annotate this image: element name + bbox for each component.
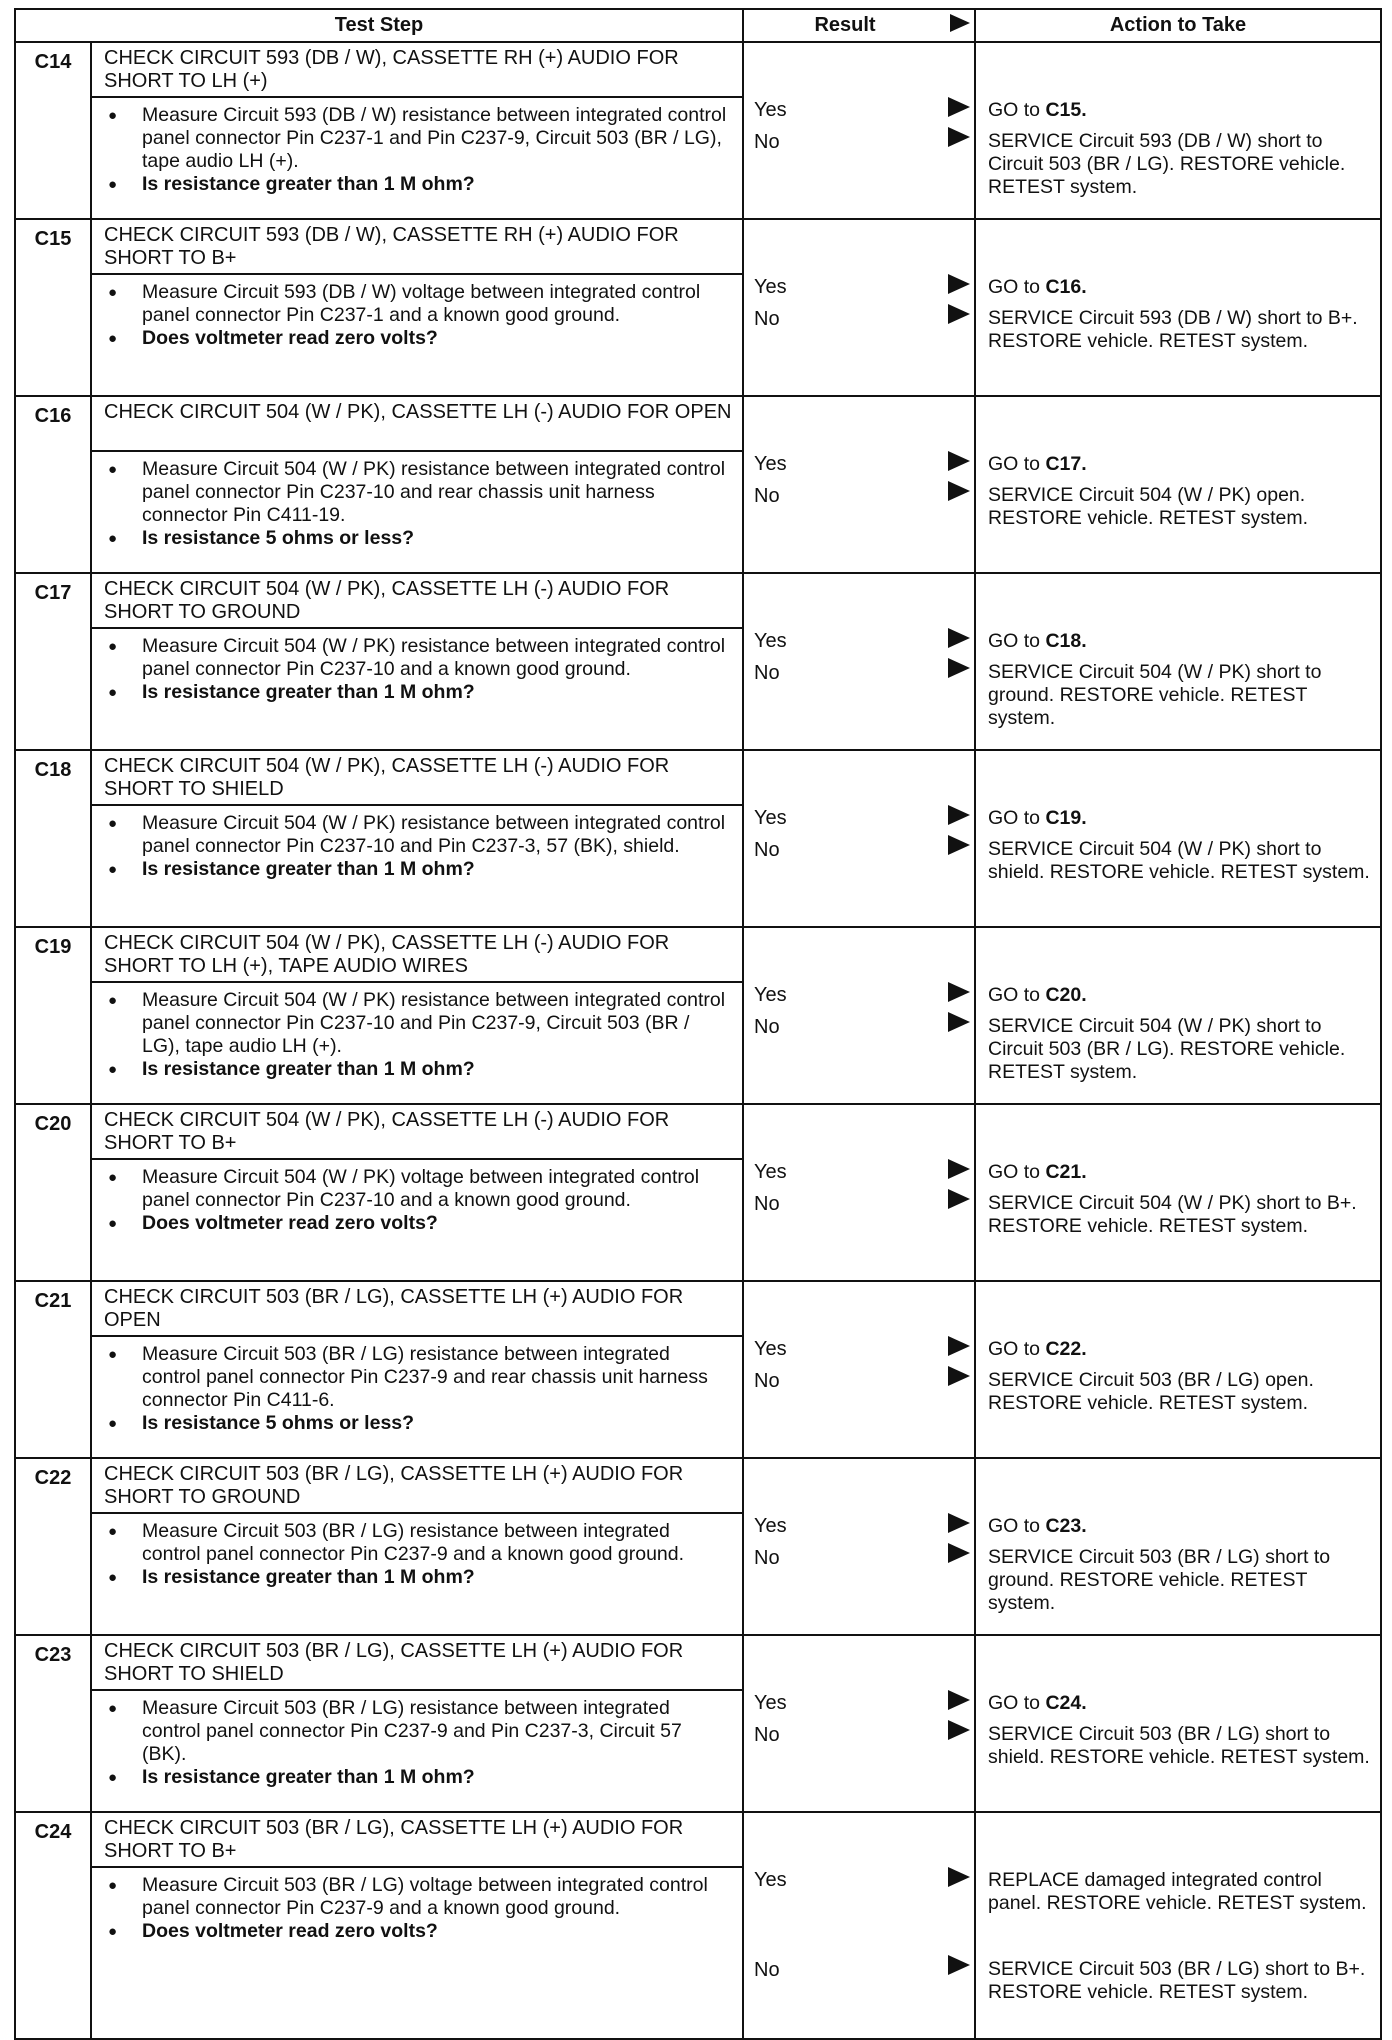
header-arrow-icon <box>946 9 975 42</box>
no-arrow-icon <box>948 1012 970 1032</box>
instruction-list <box>92 629 742 710</box>
step-title-cell <box>91 573 743 628</box>
test-steps-body <box>15 42 1381 2039</box>
step-id <box>15 219 91 274</box>
yes-arrow-icon <box>948 274 970 294</box>
arrow-cell <box>946 1635 975 1812</box>
result-cell <box>743 42 946 219</box>
test-step-row <box>15 750 1381 805</box>
test-step-row <box>15 1281 1381 1336</box>
result-cell <box>743 573 946 750</box>
step-id-label: C19 <box>34 936 72 958</box>
no-arrow-icon <box>948 1366 970 1386</box>
diagnostic-table-sheet <box>14 8 1380 2040</box>
instruction-item: ● Measure Circuit 504 (W / PK) resistance between integrated control panel connector Pin C237-10 and Pin C237-3, 57 (BK), shield. <box>104 812 728 858</box>
arrow-cell <box>946 219 975 396</box>
result-no: No <box>754 131 780 153</box>
instruction-item: ● Measure Circuit 503 (BR / LG) resistance between integrated control panel connector Pin C237-9 and a known good ground. <box>104 1520 728 1566</box>
result-yes: Yes <box>754 1515 787 1537</box>
yes-action: GO to C16. <box>988 276 1087 298</box>
action-cell <box>975 1104 1381 1281</box>
yes-arrow-icon <box>948 628 970 648</box>
yes-arrow-icon <box>948 1336 970 1356</box>
result-header: Result <box>743 9 946 42</box>
no-action: SERVICE Circuit 504 (W / PK) short to ground. RESTORE vehicle. RETEST system. <box>988 661 1322 729</box>
pinpoint-test-table <box>14 8 1382 2040</box>
step-id-label: C20 <box>34 1113 72 1135</box>
step-title: CHECK CIRCUIT 504 (W / PK), CASSETTE LH (-) AUDIO FOR SHORT TO SHIELD <box>104 755 670 800</box>
test-step-row <box>15 1104 1381 1159</box>
step-title-cell <box>91 750 743 805</box>
result-yes: Yes <box>754 1869 787 1891</box>
step-id-label: C18 <box>34 759 72 781</box>
instruction-list <box>92 1691 742 1795</box>
arrow-cell <box>946 1458 975 1635</box>
instruction-list <box>92 806 742 887</box>
step-title-cell <box>91 1104 743 1159</box>
test-step-row <box>15 573 1381 628</box>
no-action: SERVICE Circuit 503 (BR / LG) short to shield. RESTORE vehicle. RETEST system. <box>988 1723 1370 1768</box>
no-action: SERVICE Circuit 503 (BR / LG) short to B+. RESTORE vehicle. RETEST system. <box>988 1958 1366 2003</box>
next-step-ref: C22. <box>1045 1338 1087 1360</box>
yes-action: REPLACE damaged integrated control panel. RESTORE vehicle. RETEST system. <box>988 1869 1367 1914</box>
instruction-list <box>92 1514 742 1595</box>
step-id-label: C17 <box>34 582 72 604</box>
arrow-cell <box>946 573 975 750</box>
step-instructions <box>91 805 743 927</box>
result-cell <box>743 1281 946 1458</box>
step-id <box>15 1458 91 1513</box>
result-yes: Yes <box>754 99 787 121</box>
step-title: CHECK CIRCUIT 504 (W / PK), CASSETTE LH (-) AUDIO FOR OPEN <box>104 401 732 423</box>
no-action: SERVICE Circuit 593 (DB / W) short to Circuit 503 (BR / LG). RESTORE vehicle. RETEST system. <box>988 130 1346 198</box>
instruction-list <box>92 1337 742 1441</box>
yes-arrow-icon <box>948 1159 970 1179</box>
no-action: SERVICE Circuit 593 (DB / W) short to B+. RESTORE vehicle. RETEST system. <box>988 307 1358 352</box>
step-title-cell <box>91 1635 743 1690</box>
yes-action: GO to C21. <box>988 1161 1087 1183</box>
action-cell <box>975 750 1381 927</box>
instruction-item: ● Measure Circuit 503 (BR / LG) resistance between integrated control panel connector Pin C237-9 and rear chassis unit harness connector Pin C411-6. <box>104 1343 728 1412</box>
result-cell <box>743 1635 946 1812</box>
no-action: SERVICE Circuit 504 (W / PK) short to B+. RESTORE vehicle. RETEST system. <box>988 1192 1357 1237</box>
step-instructions <box>91 628 743 750</box>
question-item: ● Is resistance greater than 1 M ohm? <box>104 1766 728 1789</box>
step-id-spacer <box>15 1867 91 2039</box>
result-yes: Yes <box>754 630 787 652</box>
next-step-ref: C24. <box>1045 1692 1087 1714</box>
step-title: CHECK CIRCUIT 504 (W / PK), CASSETTE LH (-) AUDIO FOR SHORT TO B+ <box>104 1109 670 1154</box>
question-item: ● Does voltmeter read zero volts? <box>104 327 728 350</box>
yes-arrow-icon <box>948 805 970 825</box>
step-id-spacer <box>15 628 91 750</box>
step-title-cell <box>91 42 743 97</box>
arrow-cell <box>946 1104 975 1281</box>
step-instructions <box>91 1513 743 1635</box>
yes-action: GO to C24. <box>988 1692 1087 1714</box>
step-instructions <box>91 982 743 1104</box>
action-cell <box>975 1812 1381 2039</box>
instruction-list <box>92 1868 742 1949</box>
question-item: ● Is resistance greater than 1 M ohm? <box>104 173 728 196</box>
step-instructions <box>91 274 743 396</box>
test-step-row <box>15 396 1381 451</box>
result-yes: Yes <box>754 1161 787 1183</box>
step-id <box>15 42 91 97</box>
result-no: No <box>754 1370 780 1392</box>
no-arrow-icon <box>948 1955 970 1975</box>
step-title: CHECK CIRCUIT 503 (BR / LG), CASSETTE LH (+) AUDIO FOR SHORT TO GROUND <box>104 1463 684 1508</box>
step-id <box>15 1104 91 1159</box>
next-step-ref: C21. <box>1045 1161 1087 1183</box>
test-step-row <box>15 1635 1381 1690</box>
no-action: SERVICE Circuit 503 (BR / LG) short to ground. RESTORE vehicle. RETEST system. <box>988 1546 1331 1614</box>
step-id-spacer <box>15 451 91 573</box>
step-id <box>15 750 91 805</box>
step-title: CHECK CIRCUIT 503 (BR / LG), CASSETTE LH (+) AUDIO FOR SHORT TO SHIELD <box>104 1640 684 1685</box>
instruction-list <box>92 452 742 556</box>
step-instructions <box>91 1159 743 1281</box>
step-instructions <box>91 1690 743 1812</box>
result-yes: Yes <box>754 276 787 298</box>
step-id-label: C24 <box>34 1821 72 1843</box>
instruction-item: ● Measure Circuit 504 (W / PK) voltage between integrated control panel connector Pin C237-10 and a known good ground. <box>104 1166 728 1212</box>
instruction-item: ● Measure Circuit 593 (DB / W) resistance between integrated control panel connector Pin C237-1 and Pin C237-9, Circuit 503 (BR / LG), tape audio LH (+). <box>104 104 728 173</box>
step-title: CHECK CIRCUIT 593 (DB / W), CASSETTE RH (+) AUDIO FOR SHORT TO LH (+) <box>104 47 679 92</box>
test-step-row <box>15 927 1381 982</box>
test-step-row <box>15 1812 1381 1867</box>
step-title-cell <box>91 1281 743 1336</box>
action-cell <box>975 927 1381 1104</box>
no-action: SERVICE Circuit 504 (W / PK) short to Circuit 503 (BR / LG). RESTORE vehicle. RETEST system. <box>988 1015 1346 1083</box>
no-arrow-icon <box>948 481 970 501</box>
result-cell <box>743 219 946 396</box>
step-id <box>15 927 91 982</box>
result-no: No <box>754 839 780 861</box>
yes-arrow-icon <box>948 982 970 1002</box>
question-item: ● Is resistance 5 ohms or less? <box>104 527 728 550</box>
step-title-cell <box>91 1458 743 1513</box>
step-id-label: C23 <box>34 1644 72 1666</box>
next-step-ref: C20. <box>1045 984 1087 1006</box>
table-header-row <box>15 9 1381 42</box>
step-id-label: C21 <box>34 1290 72 1312</box>
result-no: No <box>754 1193 780 1215</box>
action-cell <box>975 396 1381 573</box>
arrow-cell <box>946 396 975 573</box>
step-title: CHECK CIRCUIT 504 (W / PK), CASSETTE LH (-) AUDIO FOR SHORT TO GROUND <box>104 578 670 623</box>
step-id-label: C14 <box>34 51 72 73</box>
step-id-spacer <box>15 1159 91 1281</box>
step-instructions <box>91 451 743 573</box>
step-id <box>15 1812 91 1867</box>
yes-arrow-icon <box>948 1690 970 1710</box>
no-arrow-icon <box>948 835 970 855</box>
step-id-label: C15 <box>34 228 72 250</box>
test-step-header: Test Step <box>15 9 743 42</box>
result-cell <box>743 750 946 927</box>
step-title: CHECK CIRCUIT 503 (BR / LG), CASSETTE LH (+) AUDIO FOR OPEN <box>104 1286 684 1331</box>
step-title-cell <box>91 1812 743 1867</box>
next-step-ref: C16. <box>1045 276 1087 298</box>
step-id-spacer <box>15 805 91 927</box>
step-id-spacer <box>15 274 91 396</box>
step-title: CHECK CIRCUIT 593 (DB / W), CASSETTE RH (+) AUDIO FOR SHORT TO B+ <box>104 224 679 269</box>
instruction-list <box>92 98 742 202</box>
yes-action: GO to C22. <box>988 1338 1087 1360</box>
result-yes: Yes <box>754 984 787 1006</box>
instruction-item: ● Measure Circuit 504 (W / PK) resistance between integrated control panel connector Pin C237-10 and Pin C237-9, Circuit 503 (BR / LG), tape audio LH (+). <box>104 989 728 1058</box>
result-yes: Yes <box>754 1338 787 1360</box>
yes-action: GO to C23. <box>988 1515 1087 1537</box>
next-step-ref: C19. <box>1045 807 1087 829</box>
yes-arrow-icon <box>948 1513 970 1533</box>
arrow-cell <box>946 750 975 927</box>
step-instructions <box>91 1867 743 2039</box>
next-step-ref: C23. <box>1045 1515 1087 1537</box>
instruction-list <box>92 275 742 356</box>
action-cell <box>975 219 1381 396</box>
instruction-item: ● Measure Circuit 503 (BR / LG) resistance between integrated control panel connector Pin C237-9 and Pin C237-3, Circuit 57 (BK). <box>104 1697 728 1766</box>
step-id-label: C16 <box>34 405 72 427</box>
step-id-spacer <box>15 1690 91 1812</box>
result-cell <box>743 1104 946 1281</box>
result-cell <box>743 1812 946 2039</box>
action-cell <box>975 42 1381 219</box>
yes-action: GO to C17. <box>988 453 1087 475</box>
result-no: No <box>754 485 780 507</box>
result-yes: Yes <box>754 1692 787 1714</box>
yes-action: GO to C20. <box>988 984 1087 1006</box>
step-id <box>15 1635 91 1690</box>
step-instructions <box>91 1336 743 1458</box>
step-id-spacer <box>15 1513 91 1635</box>
step-title-cell <box>91 396 743 451</box>
no-arrow-icon <box>948 658 970 678</box>
step-title: CHECK CIRCUIT 503 (BR / LG), CASSETTE LH (+) AUDIO FOR SHORT TO B+ <box>104 1817 684 1862</box>
no-arrow-icon <box>948 127 970 147</box>
result-no: No <box>754 1959 780 1981</box>
question-item: ● Is resistance greater than 1 M ohm? <box>104 858 728 881</box>
test-step-row <box>15 219 1381 274</box>
next-step-ref: C17. <box>1045 453 1087 475</box>
instruction-item: ● Measure Circuit 504 (W / PK) resistance between integrated control panel connector Pin C237-10 and rear chassis unit harness connector Pin C411-19. <box>104 458 728 527</box>
instruction-item: ● Measure Circuit 504 (W / PK) resistance between integrated control panel connector Pin C237-10 and a known good ground. <box>104 635 728 681</box>
action-cell <box>975 1635 1381 1812</box>
no-arrow-icon <box>948 1720 970 1740</box>
yes-arrow-icon <box>948 451 970 471</box>
yes-action: GO to C18. <box>988 630 1087 652</box>
step-title: CHECK CIRCUIT 504 (W / PK), CASSETTE LH (-) AUDIO FOR SHORT TO LH (+), TAPE AUDIO WIRES <box>104 932 670 977</box>
arrow-cell <box>946 42 975 219</box>
arrow-cell <box>946 1812 975 2039</box>
step-title-cell <box>91 927 743 982</box>
result-cell <box>743 1458 946 1635</box>
action-cell <box>975 1281 1381 1458</box>
no-action: SERVICE Circuit 504 (W / PK) short to shield. RESTORE vehicle. RETEST system. <box>988 838 1370 883</box>
instruction-list <box>92 1160 742 1241</box>
result-no: No <box>754 1016 780 1038</box>
arrow-cell <box>946 927 975 1104</box>
step-id-label: C22 <box>34 1467 72 1489</box>
next-step-ref: C18. <box>1045 630 1087 652</box>
arrow-cell <box>946 1281 975 1458</box>
result-yes: Yes <box>754 453 787 475</box>
question-item: ● Does voltmeter read zero volts? <box>104 1212 728 1235</box>
test-step-row <box>15 42 1381 97</box>
result-no: No <box>754 1724 780 1746</box>
no-arrow-icon <box>948 304 970 324</box>
instruction-list <box>92 983 742 1087</box>
step-id <box>15 573 91 628</box>
step-id-spacer <box>15 1336 91 1458</box>
yes-arrow-icon <box>948 97 970 117</box>
step-id <box>15 396 91 451</box>
yes-action: GO to C19. <box>988 807 1087 829</box>
step-id-spacer <box>15 982 91 1104</box>
step-id <box>15 1281 91 1336</box>
question-item: ● Does voltmeter read zero volts? <box>104 1920 728 1943</box>
result-no: No <box>754 308 780 330</box>
yes-action: GO to C15. <box>988 99 1087 121</box>
instruction-item: ● Measure Circuit 593 (DB / W) voltage between integrated control panel connector Pin C237-1 and a known good ground. <box>104 281 728 327</box>
result-no: No <box>754 662 780 684</box>
result-yes: Yes <box>754 807 787 829</box>
no-arrow-icon <box>948 1189 970 1209</box>
result-cell <box>743 927 946 1104</box>
no-arrow-icon <box>948 1543 970 1563</box>
question-item: ● Is resistance 5 ohms or less? <box>104 1412 728 1435</box>
step-id-spacer <box>15 97 91 219</box>
next-step-ref: C15. <box>1045 99 1087 121</box>
instruction-item: ● Measure Circuit 503 (BR / LG) voltage between integrated control panel connector Pin C237-9 and a known good ground. <box>104 1874 728 1920</box>
question-item: ● Is resistance greater than 1 M ohm? <box>104 681 728 704</box>
no-action: SERVICE Circuit 504 (W / PK) open. RESTORE vehicle. RETEST system. <box>988 484 1309 529</box>
test-step-row <box>15 1458 1381 1513</box>
yes-arrow-icon <box>948 1867 970 1887</box>
result-no: No <box>754 1547 780 1569</box>
action-cell <box>975 573 1381 750</box>
step-title-cell <box>91 219 743 274</box>
question-item: ● Is resistance greater than 1 M ohm? <box>104 1058 728 1081</box>
question-item: ● Is resistance greater than 1 M ohm? <box>104 1566 728 1589</box>
step-instructions <box>91 97 743 219</box>
action-cell <box>975 1458 1381 1635</box>
result-cell <box>743 396 946 573</box>
action-header: Action to Take <box>975 9 1381 42</box>
no-action: SERVICE Circuit 503 (BR / LG) open. RESTORE vehicle. RETEST system. <box>988 1369 1314 1414</box>
